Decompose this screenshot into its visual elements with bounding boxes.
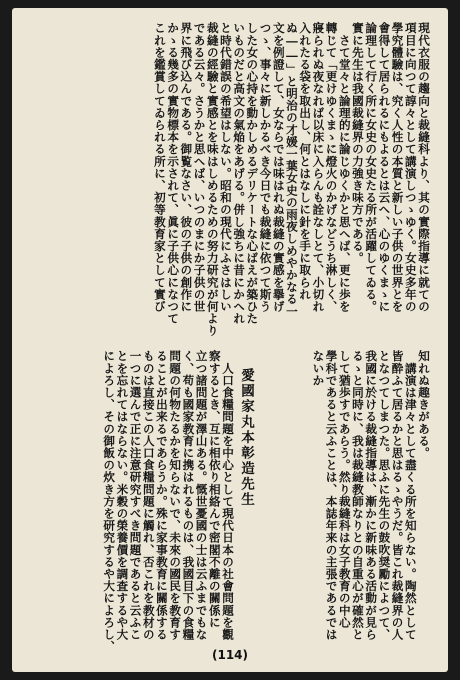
lower-left-text-column: 人口食糧問題を中心として現代日本の社會問題を觀 察するとき、互に相依り相絡んで密閣不離の關係に 立つ諸問題が澤山ある。慨世憂國の士は云ふまでもな く、苟も國家教育に携はれるものは、我國目下の食糧 問題の何物たるかを知らないで、未來の國民を教育す ることが出来るであらうか。殊に家事教育に關係する ものは直接この人口食糧問題に觸れ、否これを教材の 一つに選んで正に注意研究すべき問題であると云ふこ とを忘れてはならない。米穀の榮養價を調査するや大 によろし、その御飯の炊き方を研究するや大によろし、 xyxy=(102,350,235,653)
upper-text-column: 現代衣服の趨向と裁縫科より、其の實際指導に就ての 項目に向つて諄々として講演しつゝゆく。女史多年の 學究體驗は、究く人性の本質と新しい子供の世界とを 會得して居られるにもよるとは云へ、心のゆくまゝに 論理して行く所に女史の女史たる所が活躍してゐる。 實に先生は我國裁縫界の力強き味方である。 さて堂々と論理的に論じゆくかと思へば、更に歩を 轉じて「更けゆくまゝに燈火のかげなどうち淋しく、 寢られぬ夜なれば以床に入らんも詮なしとて、小切れ 入れたる袋を取出し、何とはなしに針を手に取られ ぬ――」と明治の才媛一葉女史の雨夜しめやかなる一 文を例證して、女ならでは味はれぬ裁縫の實感を擧げ つゝ、事々に新しかるべき今日でも裁縫に依つて斯う した女の心持を動かしめるデリケートな心ばえが築ひた いものだと高文の氣焔をあげる。併し強ちに昔にかへれ と時代錯誤の希望はしない。昭和の現代にふさはしい 裁縫の經驗と實感とを味はしめるための努力研究が何より である云々。さうかと思へば、いつのまにか子供の世 界に飛び込んである。御覧なさい、彼の子供の創作に かゝる幾多の實物標本を示されて、眞に子供心になつて これを鑑賞してゐられる所に、初等教育家として實び xyxy=(152,22,431,337)
page-number: (114) xyxy=(211,648,249,662)
book-page xyxy=(12,8,448,672)
lower-right-text-column: 知れぬ趣きがある。 講演は津々として盡くる所を知らない。陶然として 皆酔ふて居るかと思はるゝやうだ。皆これ裁縫界の人 となつてしまつた。思ふに先生の鼓吹奨勵によつて、 我國に於ける裁縫指導は、漸かに新味ある活動が見ら るゝと同時に、我は裁縫教師なりとの自重心が確然と して猶歩すであらう。然り裁縫科は女子教育の中心 學科であると云ふことは、本誌年来の主張であるでは ないか xyxy=(311,350,431,641)
section-heading: 愛國家丸本彰造先生 xyxy=(238,368,254,508)
